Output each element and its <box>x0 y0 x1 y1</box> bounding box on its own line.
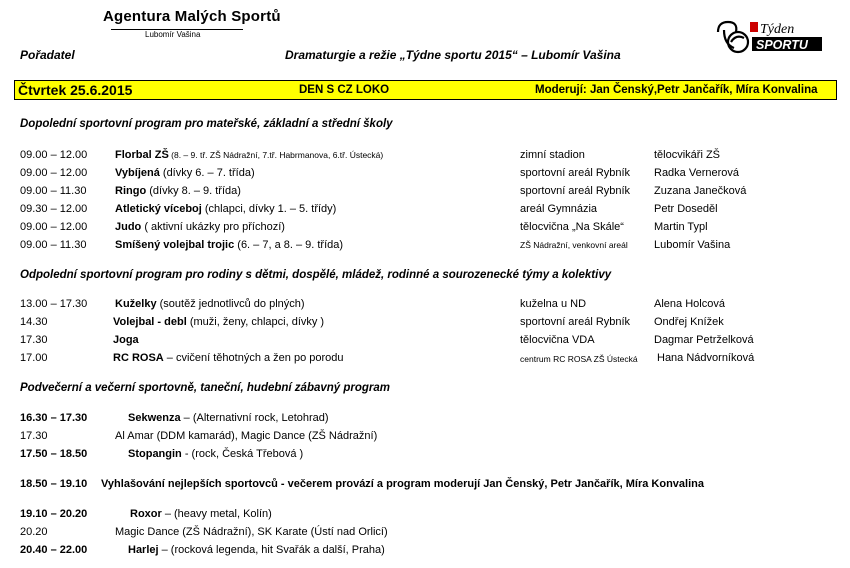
activity-name: Atletický víceboj <box>115 203 202 215</box>
row-time: 17.00 <box>20 352 48 364</box>
activity-detail: (8. – 9. tř. ZŠ Nádražní, 7.tř. Habrmanova, 6.tř. Ústecká) <box>168 150 384 160</box>
activity-name: Volejbal - debl <box>113 316 187 328</box>
row-time: 13.00 – 17.30 <box>20 298 88 310</box>
svg-text:SPORTU: SPORTU <box>756 38 808 52</box>
banner-moderators: Moderují: Jan Čenský,Petr Jančařík, Míra Konvalina <box>535 84 818 96</box>
activity-detail: – cvičení těhotných a žen po porodu <box>163 352 344 364</box>
row-person: Alena Holcová <box>654 298 725 310</box>
banner-title: DEN S CZ LOKO <box>299 84 390 96</box>
row-time: 17.30 <box>20 430 48 442</box>
row-time: 17.50 – 18.50 <box>20 448 88 460</box>
row-time: 16.30 – 17.30 <box>20 412 88 424</box>
activity-name: Sekwenza <box>128 412 181 424</box>
row-time: 09.00 – 12.00 <box>20 149 88 161</box>
row-time: 17.30 <box>20 334 48 346</box>
row-place: sportovní areál Rybník <box>520 316 631 328</box>
activity-name: Vybíjená <box>115 167 160 179</box>
activity-detail: – (rocková legenda, hit Svařák a další, Praha) <box>158 544 385 556</box>
activity-detail: (dívky 6. – 7. třída) <box>159 167 255 179</box>
organizer-label: Pořadatel <box>20 48 75 62</box>
section-morning-heading: Dopolední sportovní program pro mateřské, základní a střední školy <box>20 118 393 130</box>
banner-date: Čtvrtek 25.6.2015 <box>18 82 133 98</box>
row-person: Zuzana Janečková <box>654 185 747 197</box>
row-person: tělocvikáři ZŠ <box>654 149 721 161</box>
activity-detail: - (rock, Česká Třebová ) <box>181 448 304 460</box>
activity-detail: – (heavy metal, Kolín) <box>161 508 272 520</box>
activity-detail: – (Alternativní rock, Letohrad) <box>180 412 329 424</box>
row-time: 09.00 – 12.00 <box>20 221 88 233</box>
row-activity <box>115 526 388 538</box>
row-activity <box>115 167 255 179</box>
activity-name: Roxor <box>130 508 162 520</box>
row-place: ZŠ Nádražní, venkovní areál <box>520 240 628 250</box>
row-place: tělocvična VDA <box>520 334 595 346</box>
activity-detail: (dívky 8. – 9. třída) <box>146 185 241 197</box>
activity-name: RC ROSA <box>113 352 164 364</box>
row-activity <box>115 221 285 233</box>
row-place: centrum RC ROSA ZŠ Ústecká <box>520 354 638 364</box>
row-time: 19.10 – 20.20 <box>20 508 88 520</box>
row-person: Hana Nádvorníková <box>657 352 755 364</box>
activity-name: Judo <box>115 221 142 233</box>
row-time: 20.20 <box>20 526 48 538</box>
section-afternoon-heading: Odpolední sportovní program pro rodiny s dětmi, dospělé, mládež, rodinné a sourozenecké týmy a kolektivy <box>20 269 612 281</box>
row-place: areál Gymnázia <box>520 203 598 215</box>
agency-subtitle: Lubomír Vašina <box>145 30 201 39</box>
tyden-sportu-logo <box>714 18 826 56</box>
row-activity <box>101 478 704 490</box>
row-time: 14.30 <box>20 316 48 328</box>
activity-detail: ( aktivní ukázky pro příchozí) <box>141 221 285 233</box>
activity-name: Ringo <box>115 185 147 197</box>
row-activity <box>115 239 343 251</box>
activity-name: Joga <box>113 334 139 346</box>
row-person: Dagmar Petrželková <box>654 334 754 346</box>
activity-name: Harlej <box>128 544 159 556</box>
row-activity <box>128 412 329 424</box>
svg-text:Týden: Týden <box>760 22 795 37</box>
row-place: sportovní areál Rybník <box>520 167 631 179</box>
row-activity <box>115 185 241 197</box>
activity-detail: (soutěž jednotlivců do plných) <box>156 298 305 310</box>
activity-name: Stopangin <box>128 448 182 460</box>
row-person: Martin Typl <box>654 221 708 233</box>
row-time: 09.00 – 12.00 <box>20 167 88 179</box>
activity-detail: (chlapci, dívky 1. – 5. třídy) <box>201 203 337 215</box>
activity-name: Smíšený volejbal trojic <box>115 239 235 251</box>
row-activity <box>130 508 272 520</box>
row-activity <box>128 448 303 460</box>
activity-name: Vyhlašování nejlepších sportovců - večerem provází a program moderují Jan Čenský, Petr Jančařík, Míra Konvalina <box>101 478 704 490</box>
row-activity <box>128 544 385 556</box>
row-place: kuželna u ND <box>520 298 587 310</box>
row-activity <box>113 316 324 328</box>
dramaturgy-line: Dramaturgie a režie „Týdne sportu 2015“ – Lubomír Vašina <box>285 48 621 62</box>
row-activity <box>115 430 377 442</box>
row-person: Ondřej Knížek <box>654 316 724 328</box>
activity-detail: Al Amar (DDM kamarád), Magic Dance (ZŠ Nádražní) <box>115 430 378 442</box>
row-activity <box>115 203 336 215</box>
activity-name: Kuželky <box>115 298 157 310</box>
activity-detail: (muži, ženy, chlapci, dívky ) <box>186 316 325 328</box>
row-place: sportovní areál Rybník <box>520 185 631 197</box>
agency-name: Agentura Malých Sportů <box>103 8 281 25</box>
row-person: Radka Vernerová <box>654 167 739 179</box>
row-activity <box>113 334 139 346</box>
row-activity <box>113 352 344 364</box>
row-time: 09.00 – 11.30 <box>20 185 87 197</box>
row-person: Lubomír Vašina <box>654 239 731 251</box>
row-activity <box>115 298 305 310</box>
row-person: Petr Doseděl <box>654 203 718 215</box>
row-time: 18.50 – 19.10 <box>20 478 88 490</box>
row-time: 09.00 – 11.30 <box>20 239 87 251</box>
section-evening-heading: Podvečerní a večerní sportovně, taneční, hudební zábavný program <box>20 382 391 394</box>
row-place: zimní stadion <box>520 149 585 161</box>
row-place: tělocvična „Na Skále“ <box>520 221 624 233</box>
row-time: 09.30 – 12.00 <box>20 203 88 215</box>
row-time: 20.40 – 22.00 <box>20 544 88 556</box>
activity-detail: Magic Dance (ZŠ Nádražní), SK Karate (Ústí nad Orlicí) <box>115 526 388 538</box>
row-activity <box>115 149 383 161</box>
activity-detail: (6. – 7, a 8. – 9. třída) <box>234 239 344 251</box>
activity-name: Florbal ZŠ <box>115 149 169 161</box>
